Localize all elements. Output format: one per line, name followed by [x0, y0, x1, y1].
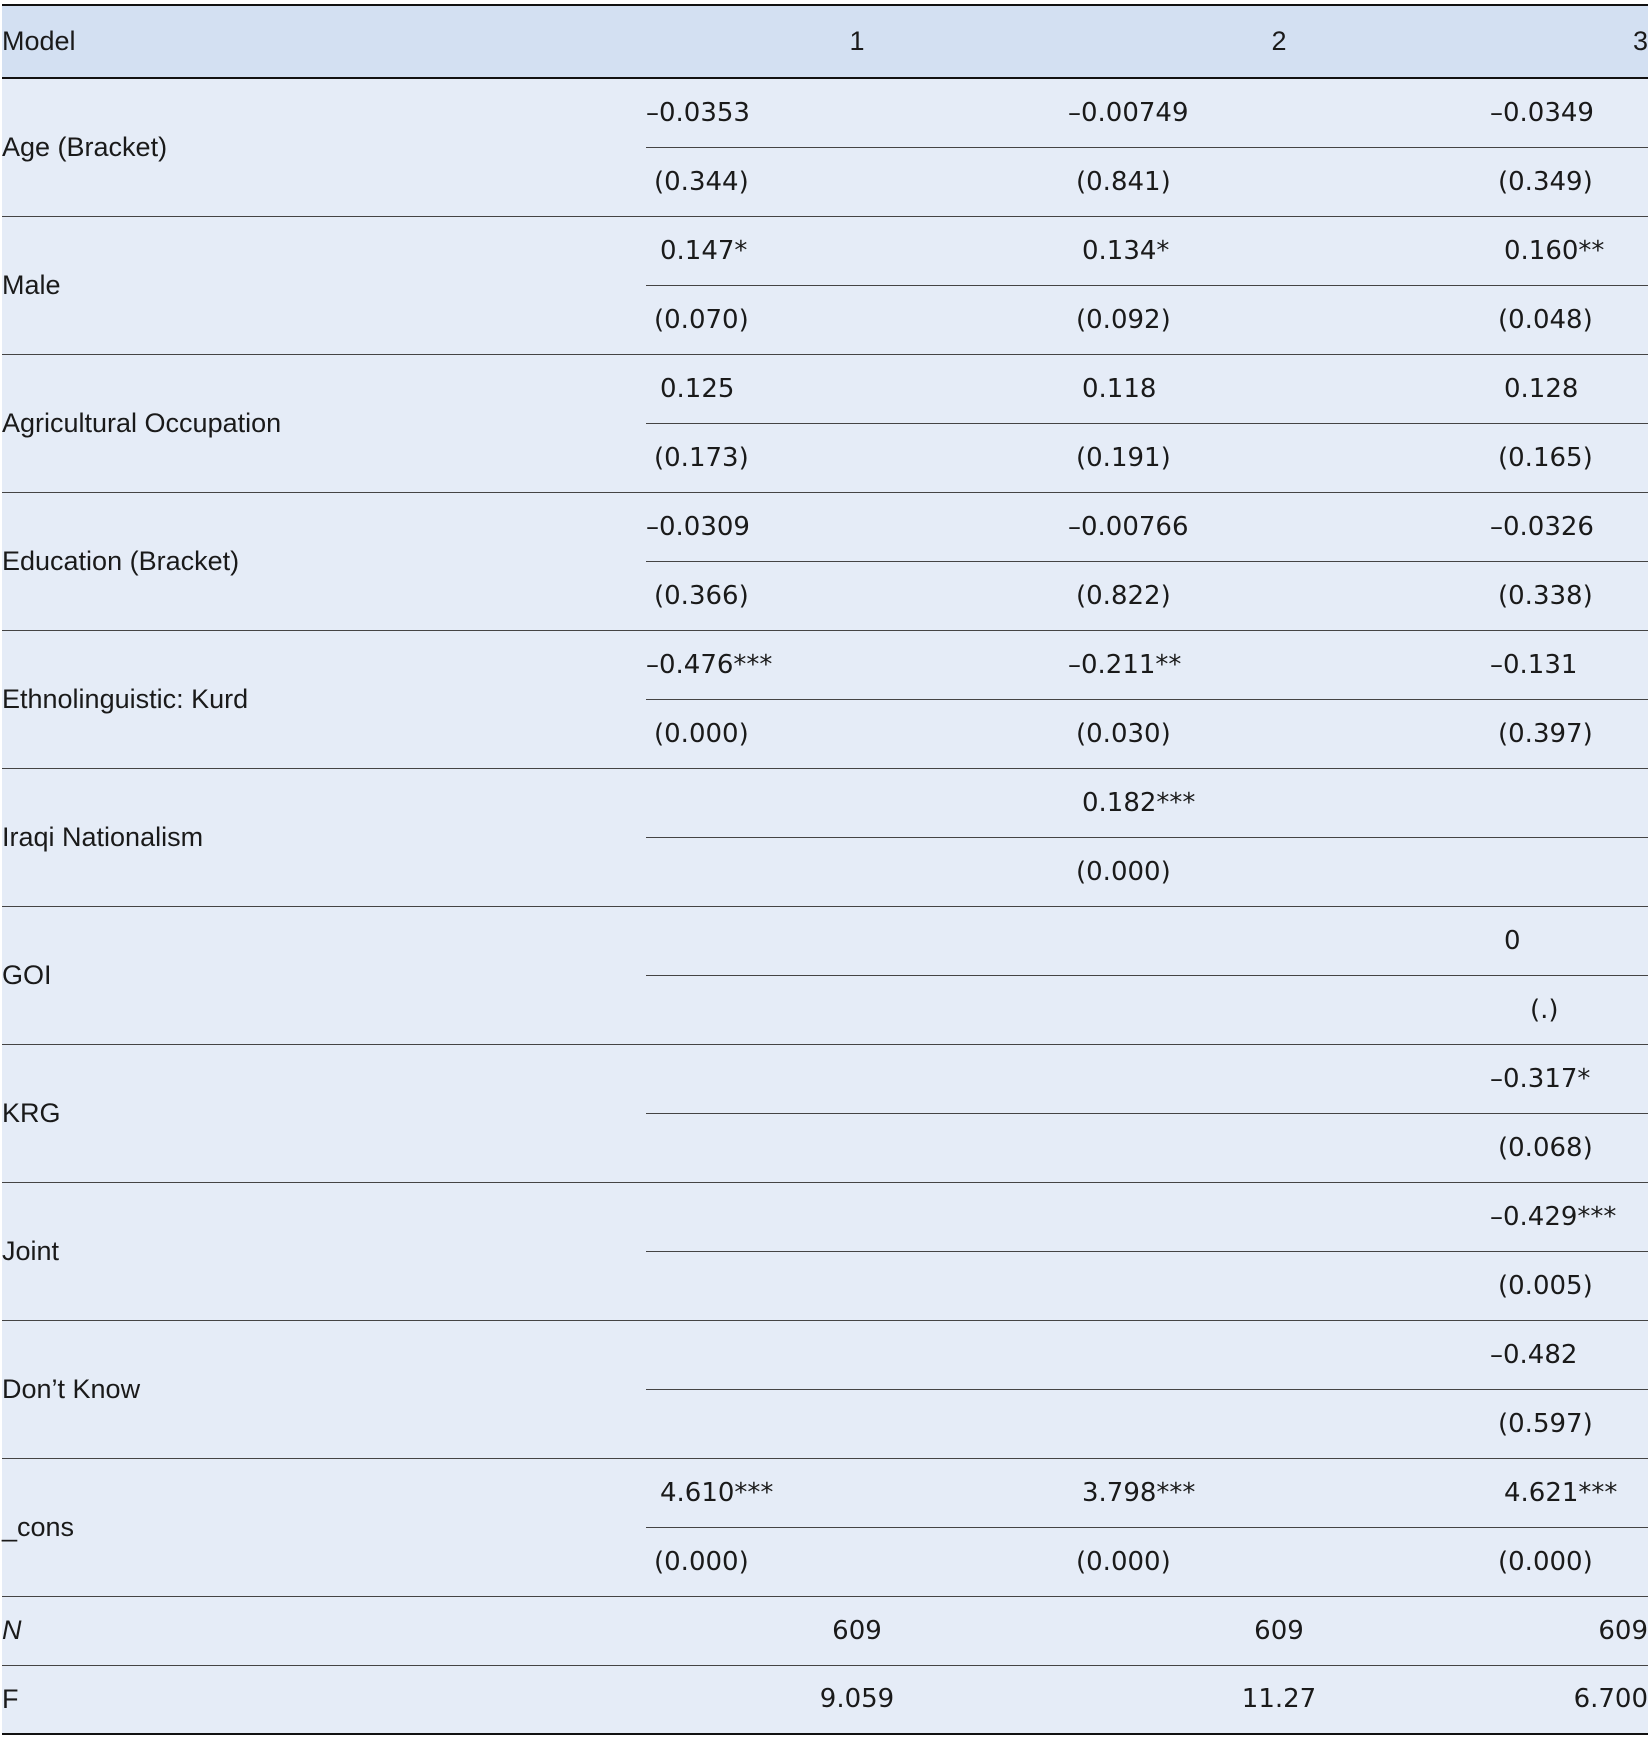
pvalue-value: (0.165): [1498, 442, 1593, 473]
coef-cell: [1490, 768, 1648, 837]
coef-value: –0.0326: [1490, 511, 1594, 542]
pvalue-cell: [646, 285, 1068, 354]
pvalue-cell: [1068, 1389, 1490, 1458]
pvalue-value: (0.822): [1076, 580, 1171, 611]
pvalue-cell: [1490, 837, 1648, 906]
coef-value: –0.0309: [646, 511, 750, 542]
pvalue-cell: [1068, 837, 1490, 906]
table-row-stat: [2, 1665, 1648, 1734]
stat-value: 609: [646, 1596, 1068, 1665]
stat-value: 9.059: [646, 1665, 1068, 1734]
coef-value: –0.131: [1490, 649, 1578, 680]
pvalue-value: (0.366): [654, 580, 749, 611]
pvalue-value: (0.597): [1498, 1408, 1593, 1439]
stat-value: 6.700: [1490, 1665, 1648, 1734]
header-row: [2, 5, 1648, 78]
pvalue-cell: [1068, 285, 1490, 354]
row-label: GOI: [2, 906, 646, 1044]
table-row-coef: [2, 1458, 1648, 1527]
coef-value: –0.476***: [646, 649, 773, 680]
stat-value: 609: [1068, 1596, 1490, 1665]
coef-cell: [1068, 1458, 1490, 1527]
row-label: Ethnolinguistic: Kurd: [2, 630, 646, 768]
coef-cell: [1490, 906, 1648, 975]
coef-cell: [1490, 1320, 1648, 1389]
coef-cell: [646, 492, 1068, 561]
pvalue-cell: [646, 1251, 1068, 1320]
coef-cell: [1490, 354, 1648, 423]
pvalue-value: (0.070): [654, 304, 749, 335]
coef-value: 0.125: [660, 373, 735, 404]
coef-cell: [646, 1182, 1068, 1251]
row-label: Education (Bracket): [2, 492, 646, 630]
coef-cell: [1068, 630, 1490, 699]
table-row-coef: [2, 354, 1648, 423]
table-row-coef: [2, 1320, 1648, 1389]
pvalue-cell: [1068, 147, 1490, 216]
coef-cell: [646, 216, 1068, 285]
coef-cell: [646, 906, 1068, 975]
pvalue-value: (0.344): [654, 166, 749, 197]
pvalue-cell: [1490, 285, 1648, 354]
table-row-coef: [2, 768, 1648, 837]
row-label: Joint: [2, 1182, 646, 1320]
pvalue-value: (0.000): [654, 718, 749, 749]
pvalue-cell: [1068, 1527, 1490, 1596]
coef-cell: [646, 78, 1068, 147]
pvalue-cell: [1490, 699, 1648, 768]
coef-cell: [1068, 906, 1490, 975]
coef-cell: [1490, 492, 1648, 561]
row-label: Iraqi Nationalism: [2, 768, 646, 906]
coef-value: 0.128: [1504, 373, 1579, 404]
coef-cell: [1068, 1044, 1490, 1113]
coef-cell: [1068, 1320, 1490, 1389]
pvalue-value: (0.000): [1076, 856, 1171, 887]
pvalue-value: (0.030): [1076, 718, 1171, 749]
pvalue-cell: [1068, 699, 1490, 768]
pvalue-cell: [646, 1113, 1068, 1182]
coef-value: 3.798***: [1082, 1477, 1196, 1508]
table-row-coef: [2, 1044, 1648, 1113]
pvalue-cell: [1490, 147, 1648, 216]
coef-value: –0.0353: [646, 97, 750, 128]
coef-value: 0.118: [1082, 373, 1157, 404]
pvalue-cell: [646, 1389, 1068, 1458]
coef-cell: [1068, 216, 1490, 285]
stat-label: N: [2, 1596, 646, 1665]
coef-value: –0.317*: [1490, 1063, 1591, 1094]
pvalue-cell: [646, 147, 1068, 216]
table-row-coef: [2, 630, 1648, 699]
coef-value: –0.00766: [1068, 511, 1189, 542]
table-body: [2, 78, 1648, 1734]
pvalue-value: (0.000): [1076, 1546, 1171, 1577]
coef-cell: [1068, 1182, 1490, 1251]
table-row-coef: [2, 216, 1648, 285]
pvalue-cell: [1490, 1389, 1648, 1458]
coef-value: 0.134*: [1082, 235, 1170, 266]
coef-cell: [1068, 492, 1490, 561]
pvalue-value: (0.349): [1498, 166, 1593, 197]
header-model: Model: [2, 5, 646, 78]
coef-cell: [1490, 216, 1648, 285]
pvalue-value: (0.068): [1498, 1132, 1593, 1163]
header-model-3: 3: [1490, 5, 1648, 78]
coef-cell: [1068, 768, 1490, 837]
coef-cell: [646, 354, 1068, 423]
pvalue-value: (0.000): [654, 1546, 749, 1577]
coef-cell: [1490, 78, 1648, 147]
table-row-coef: [2, 1182, 1648, 1251]
coef-cell: [646, 630, 1068, 699]
stat-label: F: [2, 1665, 646, 1734]
coef-cell: [646, 768, 1068, 837]
coef-cell: [646, 1320, 1068, 1389]
coef-value: 4.621***: [1504, 1477, 1618, 1508]
pvalue-cell: [646, 837, 1068, 906]
stat-value: 11.27: [1068, 1665, 1490, 1734]
coef-cell: [646, 1458, 1068, 1527]
pvalue-value: (0.338): [1498, 580, 1593, 611]
pvalue-value: (0.397): [1498, 718, 1593, 749]
coef-value: 0: [1504, 925, 1521, 956]
coef-value: –0.482: [1490, 1339, 1578, 1370]
pvalue-cell: [1490, 1527, 1648, 1596]
header-model-1: 1: [646, 5, 1068, 78]
coef-value: –0.429***: [1490, 1201, 1617, 1232]
pvalue-cell: [1490, 561, 1648, 630]
coef-cell: [1490, 1044, 1648, 1113]
coef-cell: [646, 1044, 1068, 1113]
pvalue-cell: [646, 975, 1068, 1044]
pvalue-cell: [1490, 975, 1648, 1044]
pvalue-value: (0.048): [1498, 304, 1593, 335]
pvalue-value: (0.092): [1076, 304, 1171, 335]
pvalue-cell: [1490, 1251, 1648, 1320]
coef-value: 0.182***: [1082, 787, 1196, 818]
regression-table: [2, 4, 1648, 1735]
coef-cell: [1490, 630, 1648, 699]
coef-value: –0.00749: [1068, 97, 1189, 128]
header-model-2: 2: [1068, 5, 1490, 78]
pvalue-cell: [646, 699, 1068, 768]
stat-value: 609: [1490, 1596, 1648, 1665]
pvalue-cell: [1068, 1113, 1490, 1182]
coef-value: –0.0349: [1490, 97, 1594, 128]
pvalue-cell: [1068, 975, 1490, 1044]
pvalue-value: (0.191): [1076, 442, 1171, 473]
row-label: Agricultural Occupation: [2, 354, 646, 492]
coef-value: –0.211**: [1068, 649, 1182, 680]
table-row-coef: [2, 78, 1648, 147]
pvalue-cell: [1068, 561, 1490, 630]
coef-value: 0.147*: [660, 235, 748, 266]
pvalue-cell: [1490, 1113, 1648, 1182]
row-label: Age (Bracket): [2, 78, 646, 216]
coef-cell: [1068, 354, 1490, 423]
coef-cell: [1490, 1182, 1648, 1251]
pvalue-value: (0.173): [654, 442, 749, 473]
pvalue-value: (0.841): [1076, 166, 1171, 197]
coef-value: 4.610***: [660, 1477, 774, 1508]
row-label: Male: [2, 216, 646, 354]
row-label: Don’t Know: [2, 1320, 646, 1458]
coef-cell: [1490, 1458, 1648, 1527]
row-label: _cons: [2, 1458, 646, 1596]
pvalue-cell: [1068, 423, 1490, 492]
pvalue-cell: [1068, 1251, 1490, 1320]
pvalue-cell: [1490, 423, 1648, 492]
pvalue-value: (.): [1530, 994, 1559, 1025]
pvalue-cell: [646, 561, 1068, 630]
coef-value: 0.160**: [1504, 235, 1605, 266]
table-row-coef: [2, 492, 1648, 561]
table-row-coef: [2, 906, 1648, 975]
pvalue-cell: [646, 423, 1068, 492]
coef-cell: [1068, 78, 1490, 147]
pvalue-cell: [646, 1527, 1068, 1596]
row-label: KRG: [2, 1044, 646, 1182]
pvalue-value: (0.000): [1498, 1546, 1593, 1577]
pvalue-value: (0.005): [1498, 1270, 1593, 1301]
table-row-stat: [2, 1596, 1648, 1665]
